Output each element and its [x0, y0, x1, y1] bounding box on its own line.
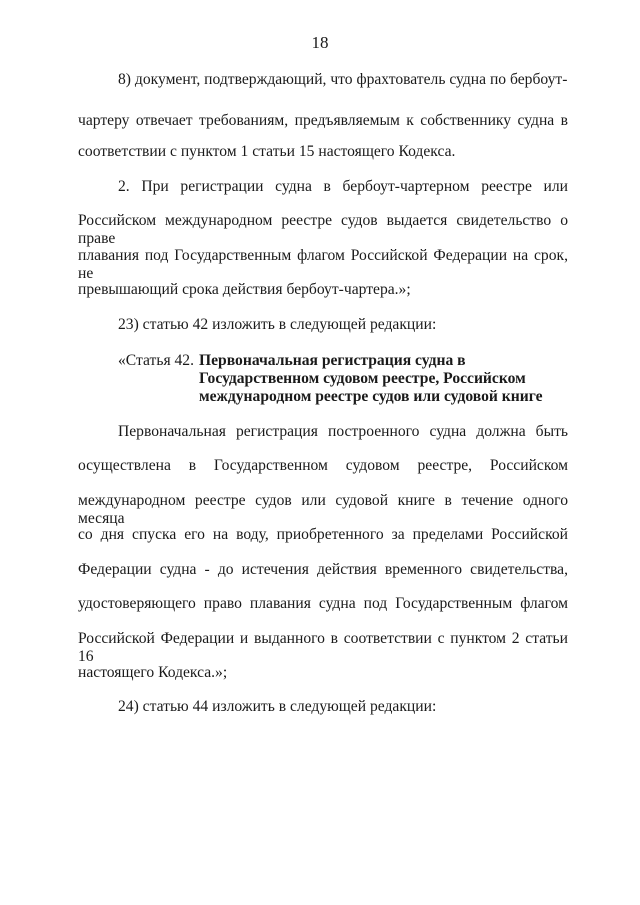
text-line: со дня спуска его на воду, приобретенного за пределами Российской: [78, 526, 568, 543]
text-line: удостоверяющего право плавания судна под Государственным флагом: [78, 595, 568, 612]
text-line: 24) статью 44 изложить в следующей редакции:: [118, 698, 437, 715]
text-line: Первоначальная регистрация построенного судна должна быть: [118, 423, 568, 440]
text-line: соответствии с пунктом 1 статьи 15 настоящего Кодекса.: [78, 143, 456, 160]
text-line: осуществлена в Государственном судовом реестре, Российском: [78, 457, 568, 474]
text-line: чартеру отвечает требованиям, предъявляемым к собственнику судна в: [78, 112, 568, 129]
page-number: 18: [311, 33, 329, 52]
text-line: 2. При регистрации судна в бербоут-чартерном реестре или: [118, 178, 568, 195]
text-line: Федерации судна - до истечения действия временного свидетельства,: [78, 561, 568, 578]
text-line: превышающий срока действия бербоут-чартера.»;: [78, 281, 411, 298]
text-line: Российском международном реестре судов выдается свидетельство о праве: [78, 212, 568, 247]
article-heading-prefix: «Статья 42.: [118, 352, 195, 369]
text-line: 23) статью 42 изложить в следующей редакции:: [118, 316, 437, 333]
text-line: 8) документ, подтверждающий, что фрахтователь судна по бербоут-: [118, 71, 568, 88]
text-line: международном реестре судов или судовой книге в течение одного месяца: [78, 492, 568, 527]
text-line: настоящего Кодекса.»;: [78, 664, 228, 681]
text-line: Российской Федерации и выданного в соответствии с пунктом 2 статьи 16: [78, 630, 568, 665]
article-heading-title-line: международном реестре судов или судовой книге: [199, 388, 543, 405]
text-line: плавания под Государственным флагом Российской Федерации на срок, не: [78, 247, 568, 282]
article-heading-title-line: Государственном судовом реестре, Российском: [199, 370, 526, 387]
article-heading-title-line: Первоначальная регистрация судна в: [199, 352, 466, 369]
